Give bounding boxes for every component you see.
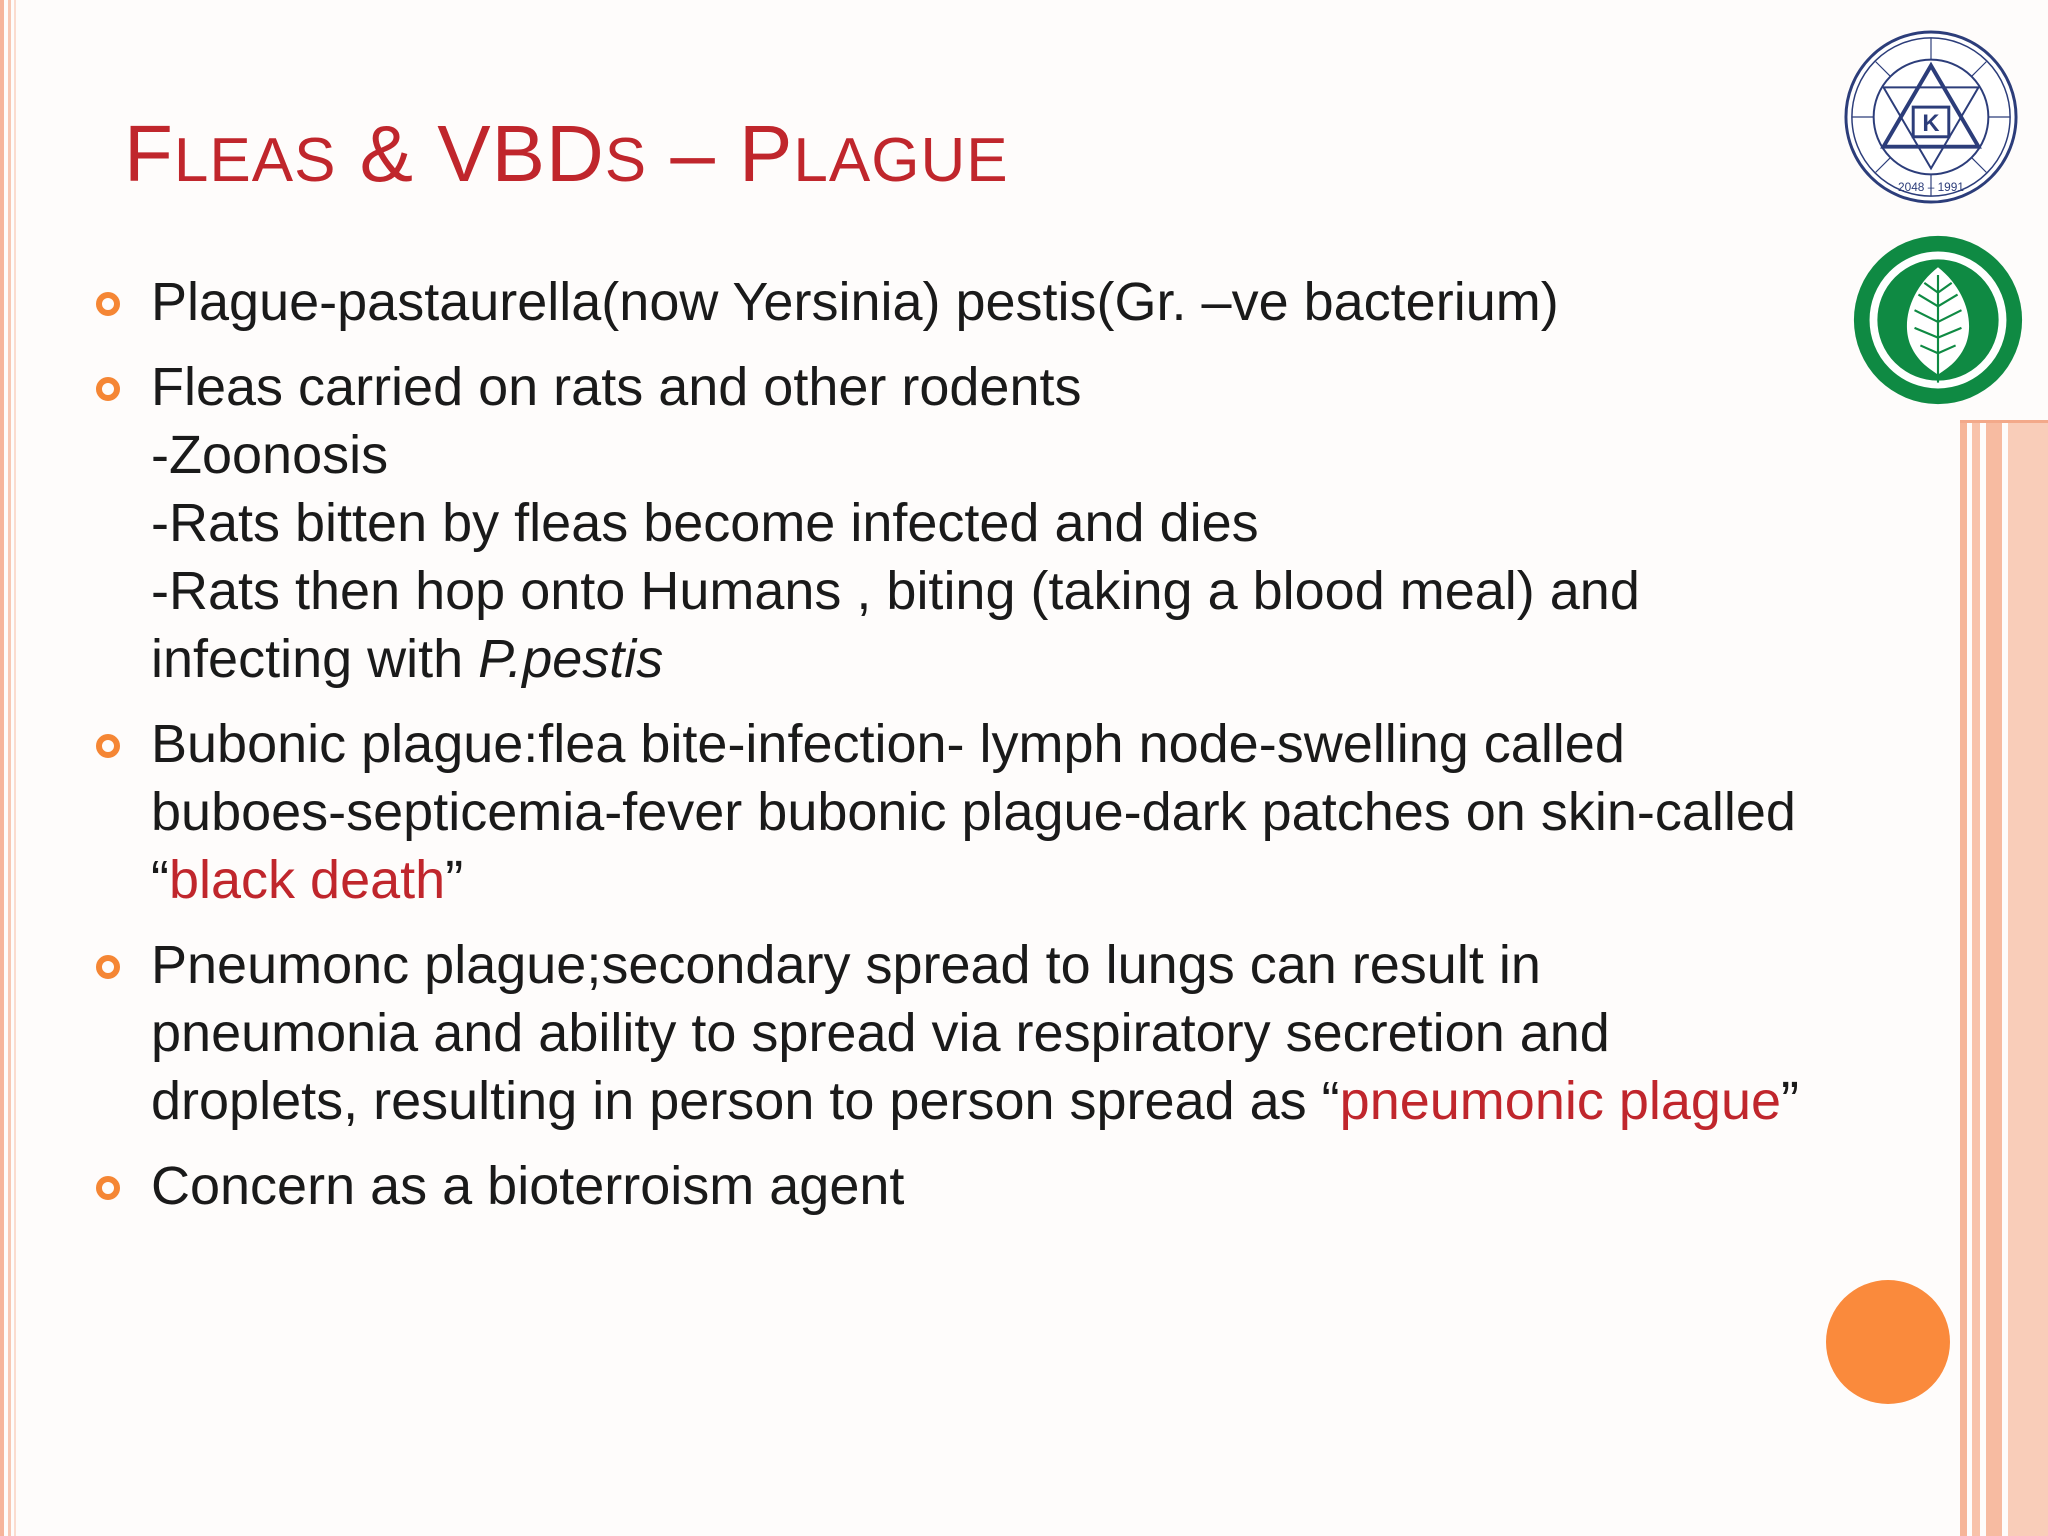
university-seal-icon bbox=[1842, 28, 2020, 206]
bullet-text: -Zoonosis bbox=[151, 425, 389, 485]
bullet-item bbox=[96, 931, 1916, 1135]
bullet-text bbox=[151, 846, 1916, 914]
bullet-marker-icon bbox=[96, 377, 120, 401]
left-stripe bbox=[8, 0, 11, 1536]
title-part: – P bbox=[647, 109, 794, 198]
bullet-text: Concern as a bioterroism agent bbox=[151, 1156, 905, 1216]
right-stripe-top-line bbox=[1960, 420, 2048, 423]
title-part: & VBD bbox=[336, 109, 605, 198]
bullet-marker-icon bbox=[96, 292, 120, 316]
title-part: F bbox=[124, 109, 174, 198]
bullet-text: Plague-pastaurella(now Yersinia) pestis(Gr. –ve bacterium) bbox=[151, 272, 1559, 332]
species-name: P.pestis bbox=[478, 629, 664, 689]
bullet-text bbox=[151, 625, 1916, 693]
bullet-text: Fleas carried on rats and other rodents bbox=[151, 357, 1082, 417]
highlight-term: black death bbox=[168, 850, 446, 910]
left-stripe bbox=[0, 0, 4, 1536]
title-part: LEAS bbox=[173, 126, 337, 195]
seal-year-text: 2048 – 1991 bbox=[1898, 180, 1964, 195]
bullet-text: Bubonic plague:flea bite-infection- lymph node-swelling called bbox=[151, 714, 1625, 774]
bullet-text-prefix: droplets, resulting in person to person spread as “ bbox=[151, 1071, 1340, 1131]
bullet-text: buboes-septicemia-fever bubonic plague-dark patches on skin-called bbox=[151, 782, 1796, 842]
left-stripe bbox=[14, 0, 16, 1536]
bullet-text-prefix: infecting with bbox=[151, 629, 479, 689]
highlight-term: pneumonic plague bbox=[1339, 1071, 1782, 1131]
bullet-marker-icon bbox=[96, 734, 120, 758]
bullet-text: Pneumonc plague;secondary spread to lungs can result in bbox=[151, 935, 1541, 995]
open-quote: “ bbox=[151, 850, 169, 910]
close-quote: ” bbox=[1781, 1071, 1799, 1131]
bullet-text: -Rats bitten by fleas become infected and dies bbox=[151, 493, 1259, 553]
accent-circle bbox=[1826, 1280, 1950, 1404]
bullet-item bbox=[96, 268, 1916, 336]
close-quote: ” bbox=[445, 850, 464, 910]
slide-title bbox=[124, 108, 1009, 200]
title-part: S bbox=[604, 126, 648, 195]
bullet-text: -Rats then hop onto Humans , biting (taking a blood meal) and bbox=[151, 561, 1640, 621]
seal-letter: K bbox=[1922, 110, 1940, 137]
bullet-text: pneumonia and ability to spread via respiratory secretion and bbox=[151, 1003, 1610, 1063]
right-stripe-band bbox=[1960, 420, 2048, 1536]
bullet-item bbox=[96, 1152, 1916, 1220]
bullet-marker-icon bbox=[96, 1176, 120, 1200]
bullet-marker-icon bbox=[96, 955, 120, 979]
title-part: LAGUE bbox=[793, 126, 1009, 195]
bullet-item bbox=[96, 353, 1916, 693]
bullet-item bbox=[96, 710, 1916, 914]
bullet-text bbox=[151, 1067, 1916, 1135]
bullet-list bbox=[96, 268, 1916, 1237]
leaf-logo-icon bbox=[1850, 232, 2026, 408]
